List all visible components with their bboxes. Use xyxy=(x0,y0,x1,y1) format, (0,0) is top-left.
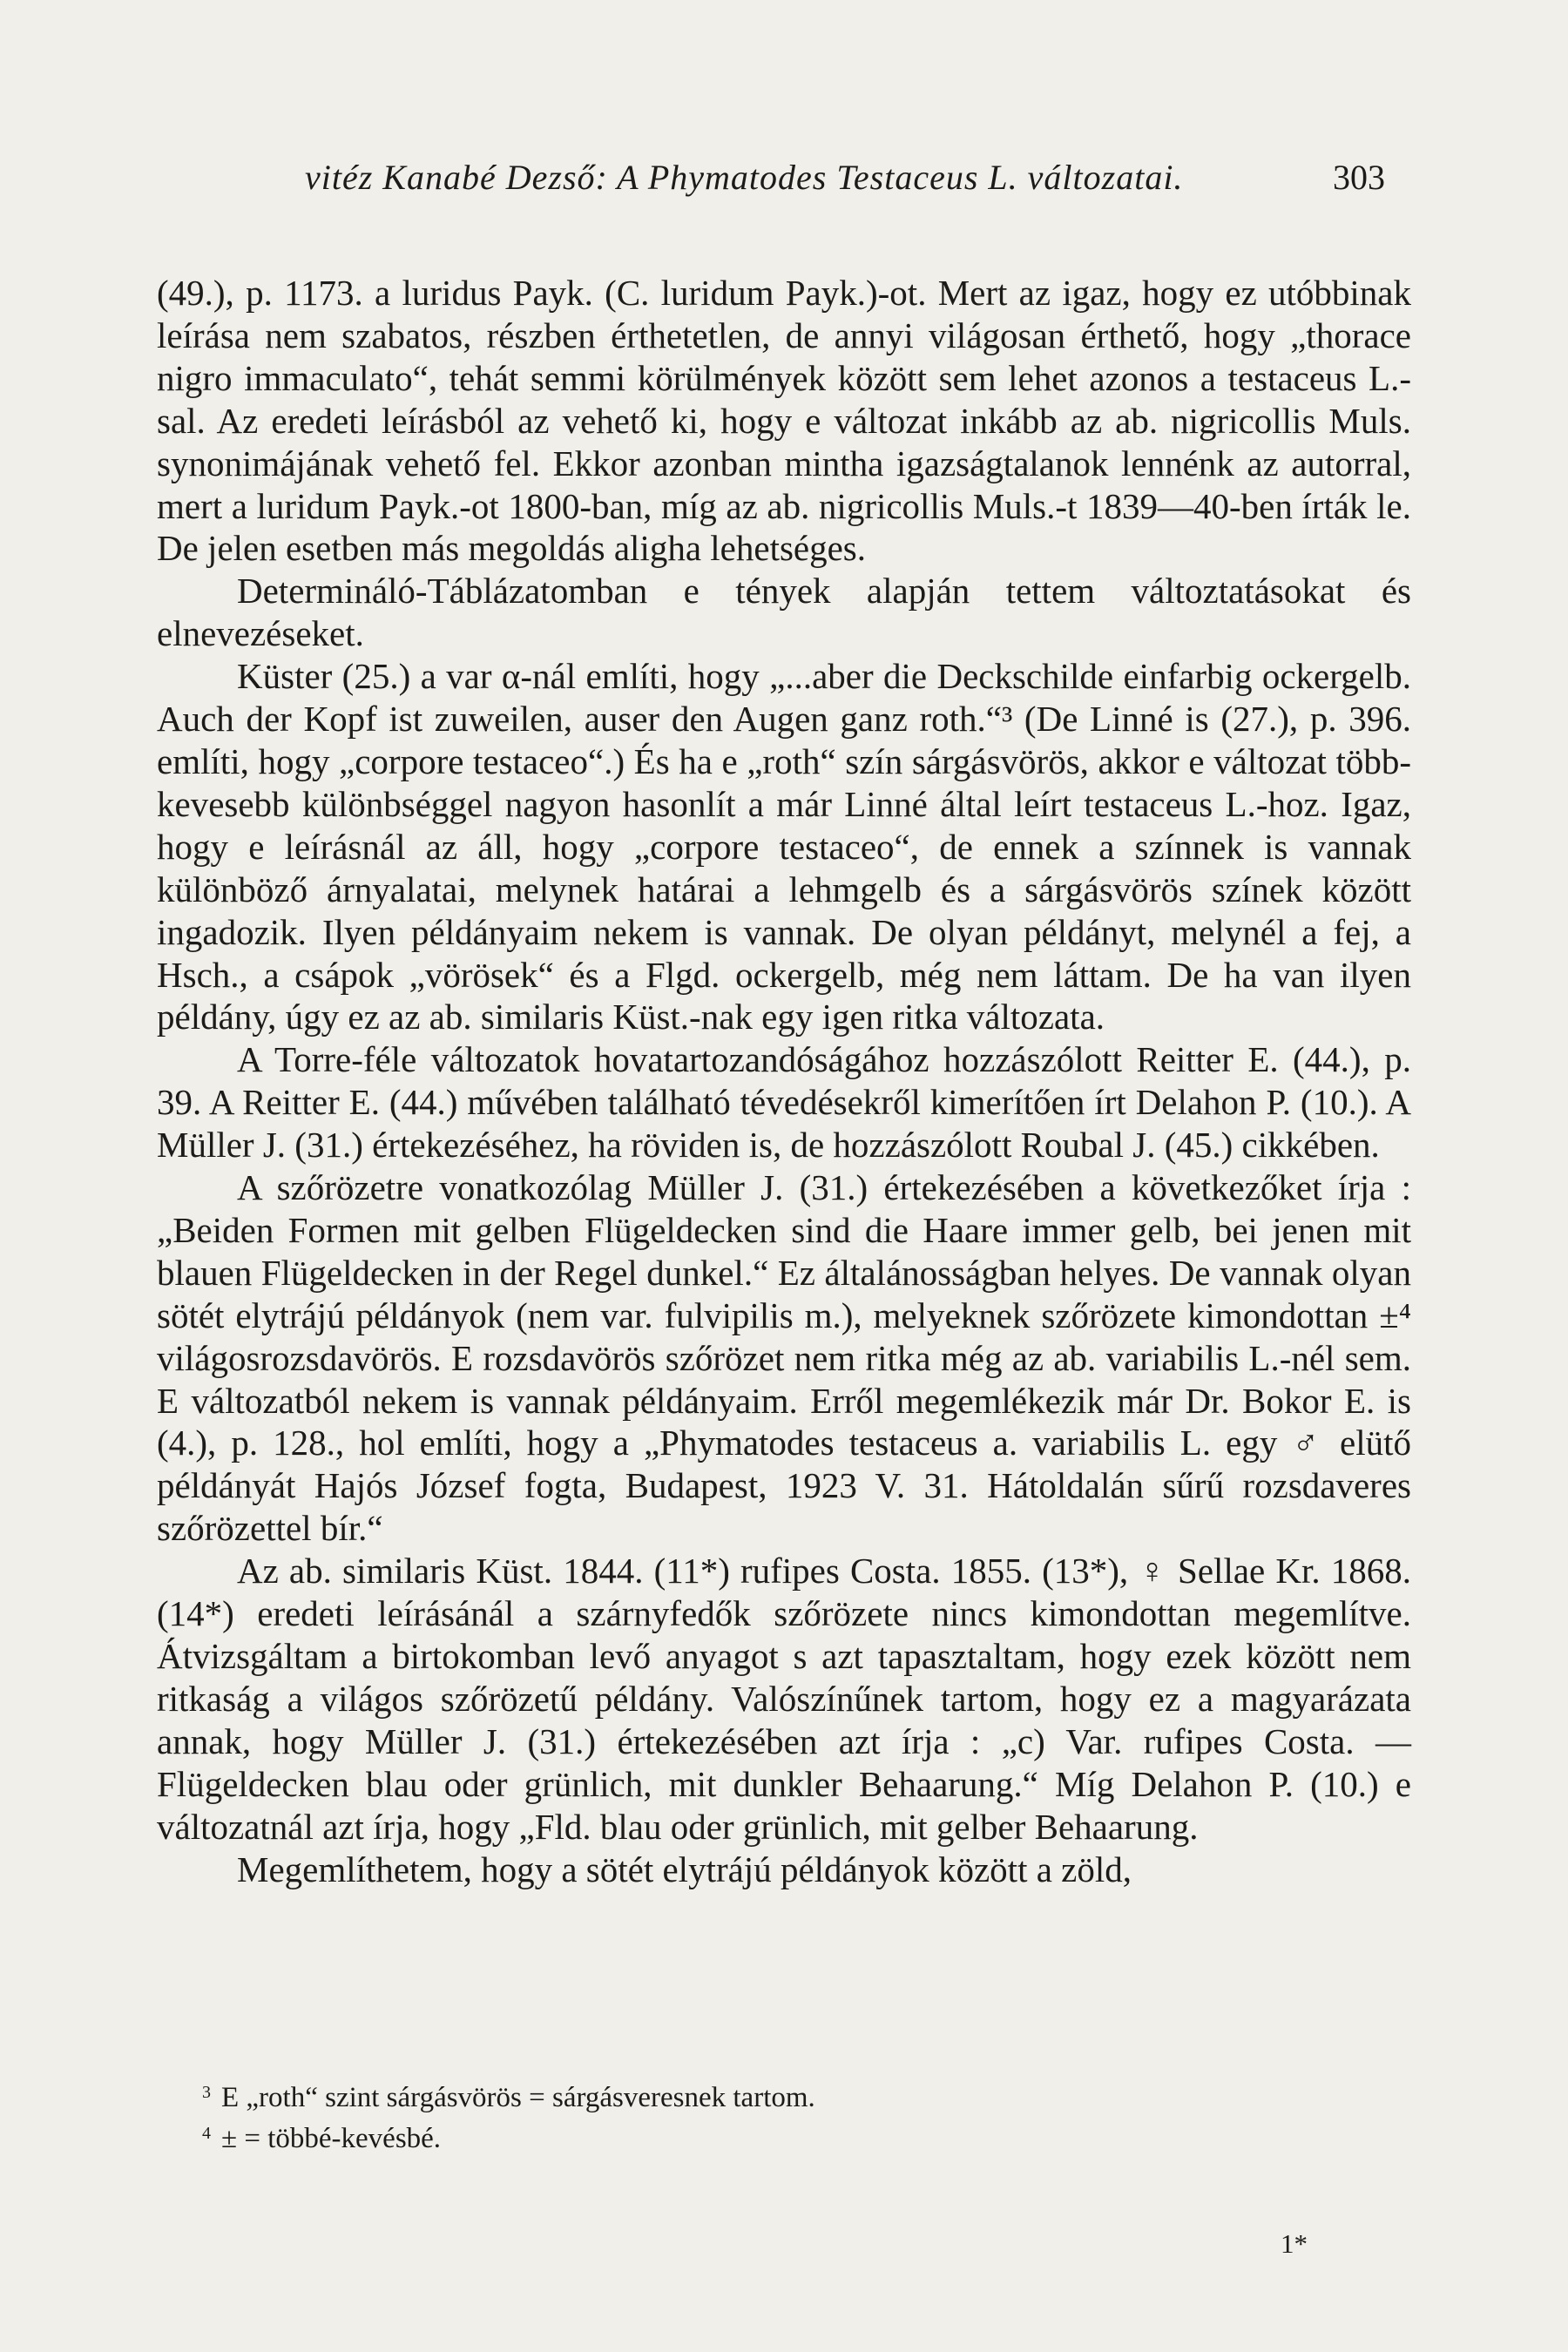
paragraph: Az ab. similaris Küst. 1844. (11*) rufipes Costa. 1855. (13*), ♀ Sellae Kr. 1868. (14*) eredeti leírásánál a szárnyfedők szőrözete nincs kimondottan megemlítve. Átvizsgáltam a birtokomban levő anyagot s azt tapasztaltam, hogy ezek között nem ritkaság a világos szőrözetű példány. Valószínűnek tartom, hogy ez a magyarázata annak, hogy Müller J. (31.) értekezésében azt írja : „c) Var. rufipes Costa. — Flügeldecken blau oder grünlich, mit dunkler Behaarung.“ Míg Delahon P. (10.) e változatnál azt írja, hogy „Fld. blau oder grünlich, mit gelber Behaarung. xyxy=(157,1551,1411,1847)
footnote-text: ± = többé-kevésbé. xyxy=(221,2123,442,2154)
footnote xyxy=(157,2116,1411,2157)
body-text xyxy=(157,272,1411,1890)
paragraph: A Torre-féle változatok hovatartozandóságához hozzászólott Reitter E. (44.), p. 39. A Reitter E. (44.) művében található tévedésekről kimerítően írt Delahon P. (10.). A Müller J. (31.) értekezéséhez, ha röviden is, de hozzászólott Roubal J. (45.) cikkében. xyxy=(157,1039,1411,1166)
footnote xyxy=(157,2075,1411,2116)
page-number: 303 xyxy=(1333,158,1385,197)
signature-mark: 1* xyxy=(1281,2228,1308,2259)
paragraph: A szőrözetre vonatkozólag Müller J. (31.) értekezésében a következőket írja : „Beiden Formen mit gelben Flügeldecken sind die Haare immer gelb, bei jenen mit blauen Flügeldecken in der Regel dunkel.“ Ez általánosságban helyes. De vannak olyan sötét elytrájú példányok (nem var. fulvipilis m.), melyeknek szőrözete kimondottan ±⁴ világosrozsdavörös. E rozsdavörös szőrözet nem ritka még az ab. variabilis L.-nél sem. E változatból nekem is vannak példányaim. Erről megemlékezik már Dr. Bokor E. is (4.), p. 128., hol említi, hogy a „Phymatodes testaceus a. variabilis L. egy ♂ elütő példányát Hajós József fogta, Budapest, 1923 V. 31. Hátoldalán sűrű rozsdaveres szőrözettel bír.“ xyxy=(157,1167,1411,1549)
running-head: vitéz Kanabé Dezső: A Phymatodes Testaceus L. változatai. xyxy=(305,158,1184,197)
paragraph: Megemlíthetem, hogy a sötét elytrájú példányok között a zöld, xyxy=(237,1848,1132,1889)
footnote-mark: 4 xyxy=(202,2124,211,2143)
paragraph: (49.), p. 1173. a luridus Payk. (C. luridum Payk.)-ot. Mert az igaz, hogy ez utóbbinak leírása nem szabatos, részben érthetetlen, de annyi világosan érthető, hogy „thorace nigro immaculato“, tehát semmi körülmények között sem lehet azonos a testaceus L.-sal. Az eredeti leírásból az vehető ki, hogy e változat inkább az ab. nigricollis Muls. synonimájának vehető fel. Ekkor azonban mintha igazságtalanok lennénk az autorral, mert a luridum Payk.-ot 1800-ban, míg az ab. nigricollis Muls.-t 1839—40-ben írták le. De jelen esetben más megoldás aligha lehetséges. xyxy=(157,273,1411,569)
paragraph: Determináló-Táblázatomban e tények alapján tettem változtatásokat és elnevezéseket. xyxy=(157,571,1411,654)
page-header xyxy=(157,157,1411,200)
footnote-mark: 3 xyxy=(202,2083,211,2102)
footnote-text: E „roth“ szint sárgásvörös = sárgásveresnek tartom. xyxy=(221,2082,815,2113)
footnotes xyxy=(157,2075,1411,2157)
paragraph: Küster (25.) a var α-nál említi, hogy „...aber die Deckschilde einfarbig ockergelb. Auch der Kopf ist zuweilen, auser den Augen ganz roth.“³ (De Linné is (27.), p. 396. említi, hogy „corpore testaceo“.) És ha e „roth“ szín sárgásvörös, akkor e változat több-kevesebb különbséggel nagyon hasonlít a már Linné által leírt testaceus L.-hoz. Igaz, hogy e leírásnál az áll, hogy „corpore testaceo“, de ennek a színnek is vannak különböző árnyalatai, melynek határai a lehmgelb és a sárgásvörös színek között ingadozik. Ilyen példányaim nekem is vannak. De olyan példányt, melynél a fej, a Hsch., a csápok „vörösek“ és a Flgd. ockergelb, még nem láttam. De ha van ilyen példány, úgy ez az ab. similaris Küst.-nak egy igen ritka változata. xyxy=(157,656,1411,1037)
